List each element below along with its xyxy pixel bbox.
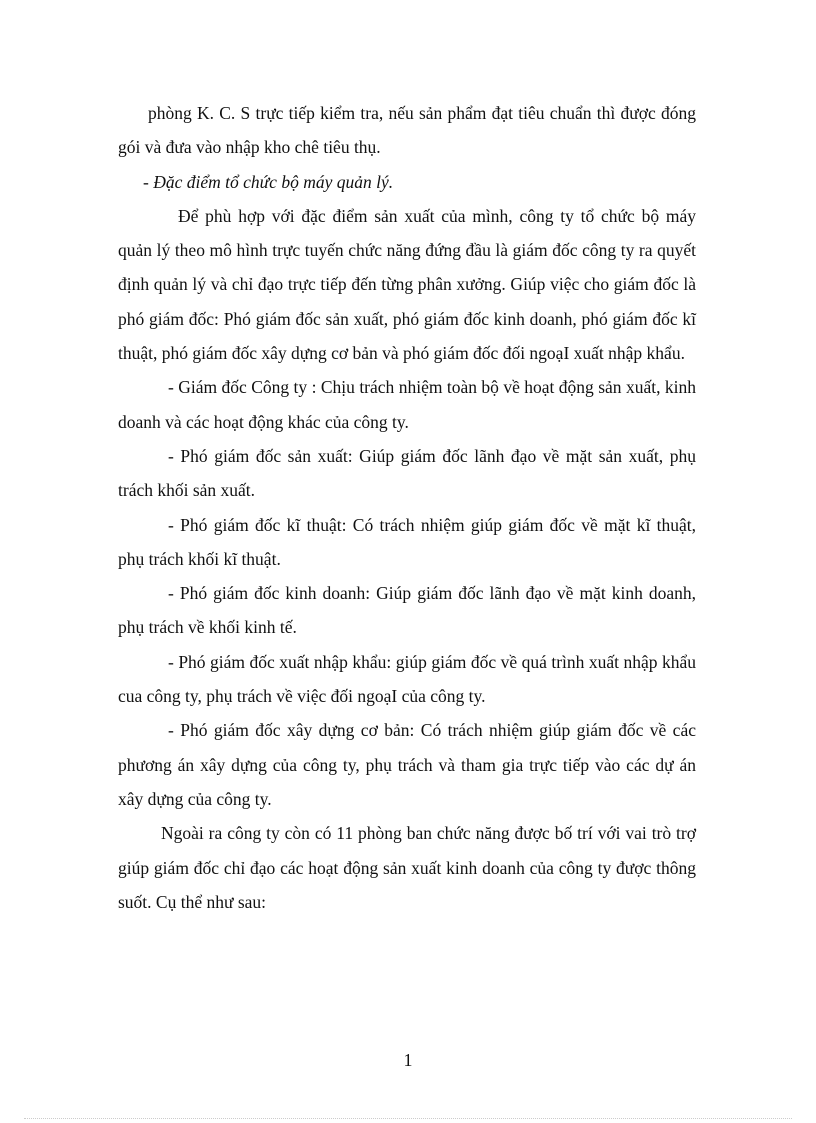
paragraph-director: - Giám đốc Công ty : Chịu trách nhiệm toàn bộ về hoạt động sản xuất, kinh doanh và các hoạt động khác của công ty. xyxy=(118,377,696,432)
paragraph-deputy-production: - Phó giám đốc sản xuất: Giúp giám đốc lãnh đạo về mặt sản xuất, phụ trách khối sản xuất. xyxy=(118,445,696,501)
paragraph-deputy-construction: - Phó giám đốc xây dựng cơ bản: Có trách nhiệm giúp giám đốc về các phương án xây dựng của công ty, phụ trách và tham gia trực tiếp vào các dự án xây dựng của công ty. xyxy=(118,720,696,809)
page-bottom-divider xyxy=(24,1118,792,1119)
section-heading-management: - Đặc điểm tổ chức bộ máy quản lý. xyxy=(143,171,394,192)
paragraph-departments: Ngoài ra công ty còn có 11 phòng ban chức năng được bố trí với vai trò trợ giúp giám đốc chỉ đạo các hoạt động sản xuất kinh doanh của công ty được thông suốt. Cụ thể như sau: xyxy=(118,823,696,912)
paragraph-kcs: phòng K. C. S trực tiếp kiểm tra, nếu sản phẩm đạt tiêu chuẩn thì được đóng gói và đưa vào nhập kho chê tiêu thụ. xyxy=(118,103,696,158)
page-number: 1 xyxy=(403,1050,413,1070)
paragraph-organization: Để phù hợp với đặc điểm sản xuất của mình, công ty tổ chức bộ máy quản lý theo mô hình trực tuyến chức năng đứng đầu là giám đốc công ty ra quyết định quản lý và chỉ đạo trực tiếp đến từng phân xưởng. Giúp việc cho giám đốc là phó giám đốc: Phó giám đốc sản xuất, phó giám đốc kinh doanh, phó giám đốc kĩ thuật, phó giám đốc xây dựng cơ bản và phó giám đốc đối ngoạI xuất nhập khẩu. xyxy=(118,205,696,364)
paragraph-deputy-business: - Phó giám đốc kinh doanh: Giúp giám đốc lãnh đạo về mặt kinh doanh, phụ trách về khối kinh tế. xyxy=(118,583,696,638)
paragraph-deputy-import-export: - Phó giám đốc xuất nhập khẩu: giúp giám đốc về quá trình xuất nhập khẩu cua công ty, phụ trách về việc đối ngoạI của công ty. xyxy=(118,651,696,707)
paragraph-deputy-technical: - Phó giám đốc kĩ thuật: Có trách nhiệm giúp giám đốc về mặt kĩ thuật, phụ trách khối kĩ thuật. xyxy=(118,514,696,569)
body-text xyxy=(118,96,696,919)
